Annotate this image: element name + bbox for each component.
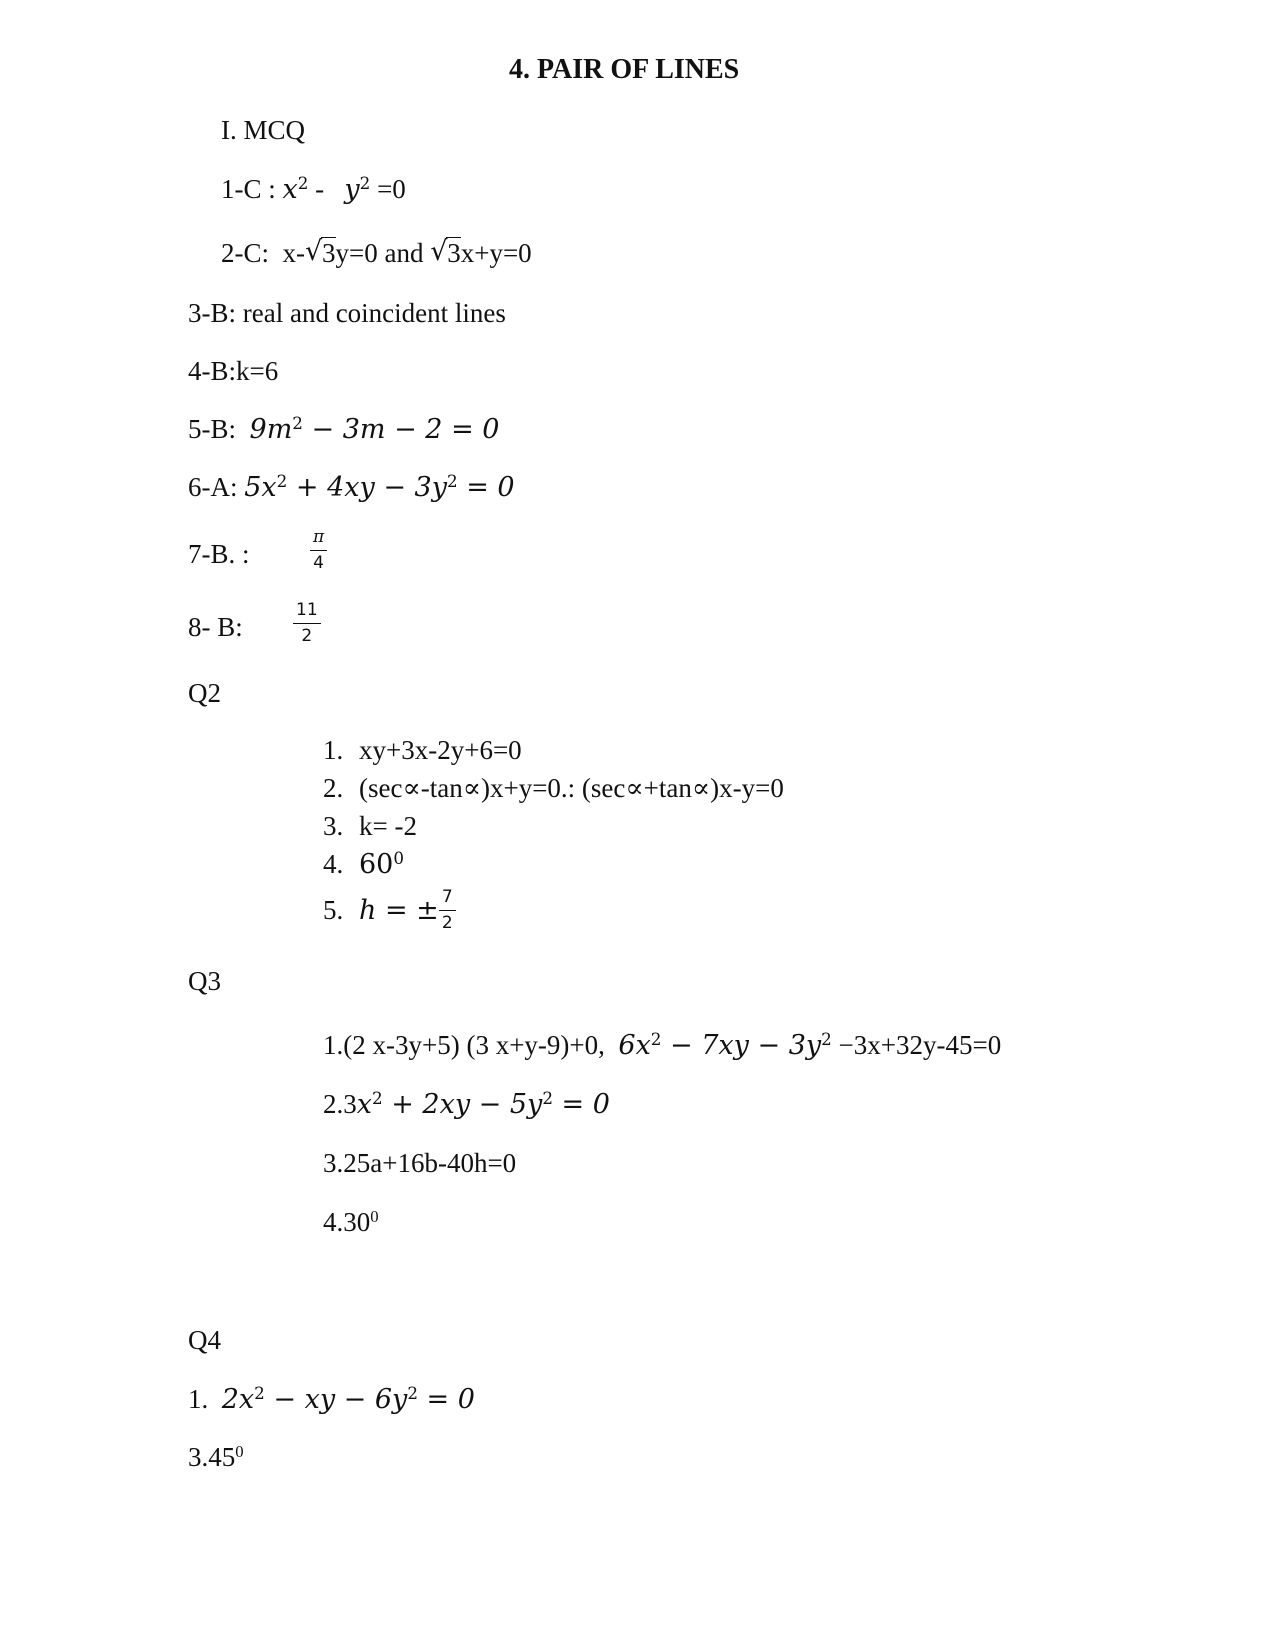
- q2-item-5: 5. h = ± $\frac{7}{2}$: [323, 888, 456, 933]
- q3-item-2: $2.3x^2 + 2xy - 5y^2 = 0$: [323, 1087, 610, 1120]
- q3-item-3: 3.25a+16b-40h=0: [323, 1148, 517, 1178]
- mcq-answer-6: 6-A: $5x^2 + 4xy - 3y^2 = 0$: [188, 470, 515, 503]
- q2-item-3: 3. k= -2: [323, 811, 417, 841]
- q4-item-2: 3.45$^0$: [188, 1441, 244, 1472]
- mcq-answer-2: 2-C: x-√ 3y=0 and √ 3x+y=0: [221, 240, 532, 267]
- mcq-answer-4: 4-B:k=6: [188, 356, 279, 386]
- mcq-answer-5: 5-B: $9m^2 - 3m - 2 = 0$: [188, 412, 500, 445]
- mcq-answer-7-fraction: $\frac{\pi}{4}$: [310, 528, 327, 573]
- sqrt-3-a: √ 3: [305, 240, 336, 267]
- mcq-answer-8-fraction: $\frac{11}{2}$: [293, 601, 321, 646]
- q2-item-4: 4. $60^0$: [323, 847, 405, 880]
- mcq-answer-1: 1-C : $x^2 - y^2 =0$: [221, 172, 406, 205]
- q2-item-2: 2. (sec∝-tan∝)x+y=0.: (sec∝+tan∝)x-y=0: [323, 773, 784, 803]
- mcq-heading: I. MCQ: [221, 115, 306, 145]
- q3-item-1: 1.(2 x-3y+5) (3 x+y-9)+0, $6x^2 - 7xy - 3y^2 -3x+32y-45=0$: [323, 1028, 1002, 1061]
- mcq-answer-3: 3-B: real and coincident lines: [188, 298, 506, 328]
- mcq-answer-8-label: 8- B:: [188, 612, 243, 642]
- q3-heading: Q3: [188, 966, 221, 996]
- q4-heading: Q4: [188, 1325, 221, 1355]
- q2-item-1: 1. xy+3x-2y+6=0: [323, 735, 522, 765]
- q3-item-4: 4.30$^0$: [323, 1206, 379, 1237]
- page-title: 4. PAIR OF LINES: [509, 54, 740, 85]
- q4-item-1: 1. $2x^2$ − xy − $6y^2 = 0$: [188, 1382, 475, 1415]
- mcq-answer-7-label: 7-B. :: [188, 539, 250, 569]
- q2-heading: Q2: [188, 678, 221, 708]
- sqrt-3-b: √ 3: [430, 240, 461, 267]
